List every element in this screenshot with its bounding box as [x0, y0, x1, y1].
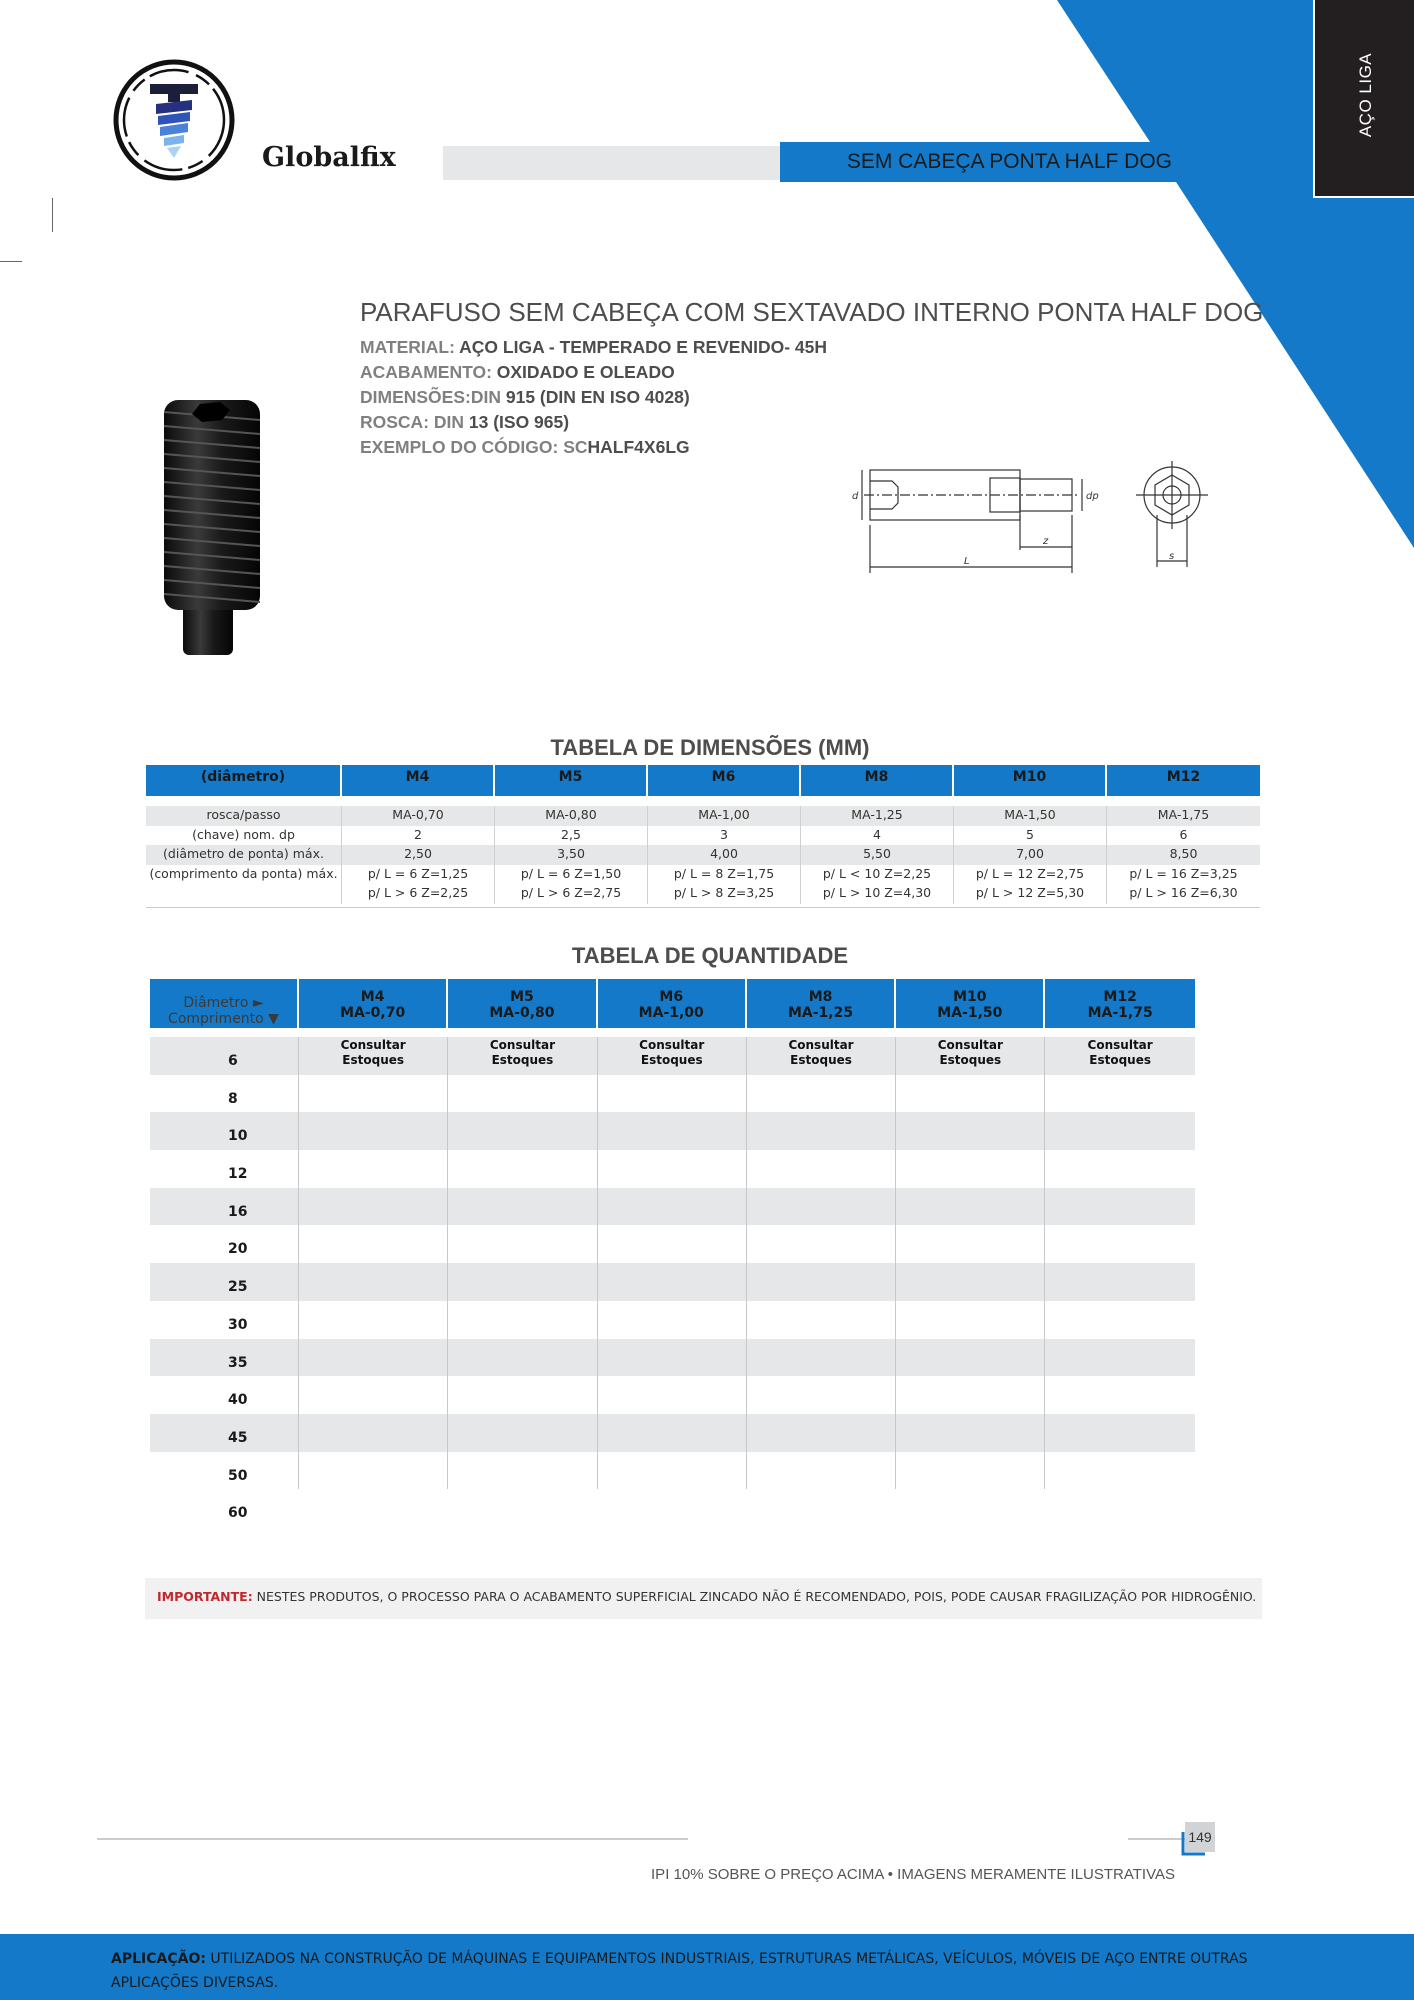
table-cell: p/ L > 6 Z=2,75	[495, 884, 648, 904]
dim-label-d: d	[852, 491, 859, 502]
corner-header: Diâmetro ► Comprimento ▼	[150, 979, 299, 1028]
table-cell: 8,50	[1169, 846, 1198, 861]
header-cell: M5	[495, 765, 648, 796]
dimensions-table-body	[146, 806, 1260, 904]
length-label: 8	[150, 1075, 299, 1113]
table-cell: 5,50	[801, 845, 954, 865]
application-text	[111, 1947, 1311, 1995]
length-label: 50	[150, 1452, 299, 1490]
table-cell: 5	[954, 826, 1107, 846]
table-row	[146, 865, 1260, 885]
table-cell: 2	[342, 826, 495, 846]
table-cell: p/ L > 16 Z=6,30	[1129, 885, 1238, 900]
table-row	[146, 806, 1260, 826]
margin-mark	[52, 198, 53, 232]
price-disclaimer: IPI 10% SOBRE O PREÇO ACIMA • IMAGENS MERAMENTE ILUSTRATIVAS	[651, 1866, 1175, 1883]
table-row	[150, 1339, 1195, 1377]
table-cell: 2,5	[495, 826, 648, 846]
stock-cell: Consultar Estoques	[598, 1037, 747, 1075]
margin-mark	[0, 261, 22, 262]
table-row	[150, 1452, 1195, 1490]
spec-finish: ACABAMENTO: OXIDADO E OLEADO	[360, 362, 675, 382]
dim-label-z: z	[1043, 536, 1049, 547]
header-cell: M6	[648, 765, 801, 796]
table-cell: p/ L > 8 Z=3,25	[648, 884, 801, 904]
row-label: (comprimento da ponta) máx.	[146, 865, 342, 885]
table-cell: p/ L < 10 Z=2,25	[801, 865, 954, 885]
length-label: 30	[150, 1301, 299, 1339]
length-label: 35	[150, 1339, 299, 1377]
header-cell: M12 MA-1,75	[1087, 989, 1153, 1021]
table-cell: MA-0,70	[342, 806, 495, 826]
stock-cell: Consultar Estoques	[448, 1037, 597, 1075]
length-label: 16	[150, 1188, 299, 1226]
stock-cell: Consultar Estoques	[299, 1037, 448, 1075]
spec-thread: ROSCA: DIN 13 (ISO 965)	[360, 412, 570, 432]
header-cell: M8 MA-1,25	[747, 979, 896, 1028]
spec-dimensions: DIMENSÕES:DIN 915 (DIN EN ISO 4028)	[360, 387, 690, 407]
table-row	[150, 1301, 1195, 1339]
length-label: 40	[150, 1376, 299, 1414]
header-cell: M12	[1166, 769, 1201, 785]
table-cell: p/ L > 12 Z=5,30	[954, 884, 1107, 904]
product-title: PARAFUSO SEM CABEÇA COM SEXTAVADO INTERNO PONTA HALF DOG	[360, 297, 1264, 327]
row-label	[146, 884, 342, 904]
header-cell: M8	[801, 765, 954, 796]
table-row	[146, 884, 1260, 904]
table-row	[150, 1075, 1195, 1113]
row-label: rosca/passo	[146, 806, 342, 826]
globalfix-logo	[112, 58, 236, 182]
table-row	[150, 1225, 1195, 1263]
table-cell: 3	[648, 826, 801, 846]
length-label: 25	[150, 1263, 299, 1301]
table-cell: 4,00	[648, 845, 801, 865]
header-cell: M10	[954, 765, 1107, 796]
dim-label-L: L	[964, 556, 970, 567]
application-description: UTILIZADOS NA CONSTRUÇÃO DE MÁQUINAS E EQUIPAMENTOS INDUSTRIAIS, ESTRUTURAS METÁLICAS, VEÍCULOS, MÓVEIS DE AÇO ENTRE OUTRAS APLICAÇÕES DIVERSAS.	[111, 1951, 1248, 1991]
spec-code-example: EXEMPLO DO CÓDIGO: SCHALF4X6LG	[360, 437, 690, 457]
header-cell: M4	[342, 765, 495, 796]
table-cell: p/ L = 12 Z=2,75	[954, 865, 1107, 885]
table-cell: 3,50	[495, 845, 648, 865]
category-tab-label: AÇO LIGA	[1355, 52, 1375, 138]
table-row	[150, 1376, 1195, 1414]
table-cell: MA-1,75	[1157, 807, 1210, 822]
quantity-table-body	[150, 1037, 1195, 1527]
section-banner-label: SEM CABEÇA PONTA HALF DOG	[846, 150, 1172, 173]
footer-rule	[97, 1838, 688, 1840]
section-banner	[780, 142, 1180, 182]
table-row	[150, 1150, 1195, 1188]
table-row	[150, 1263, 1195, 1301]
table-cell: p/ L = 16 Z=3,25	[1129, 865, 1238, 881]
table-cell: p/ L = 8 Z=1,75	[648, 865, 801, 885]
screw-photo	[150, 390, 290, 660]
category-tab	[1313, 0, 1414, 198]
length-label: 60	[228, 1505, 248, 1522]
dim-label-s: s	[1169, 551, 1175, 562]
header-cell: M10 MA-1,50	[896, 979, 1045, 1028]
header-cell: (diâmetro)	[146, 765, 342, 796]
length-label: 6	[150, 1037, 299, 1075]
header-cell: M5 MA-0,80	[448, 979, 597, 1028]
dim-label-dp: dp	[1086, 491, 1099, 502]
table-cell: 4	[801, 826, 954, 846]
row-label: (chave) nom. dp	[146, 826, 342, 846]
technical-drawing	[840, 455, 1220, 580]
table-cell: p/ L = 6 Z=1,25	[342, 865, 495, 885]
table-cell: 7,00	[954, 845, 1107, 865]
row-label: (diâmetro de ponta) máx.	[146, 845, 342, 865]
table-row	[150, 1414, 1195, 1452]
spec-material: MATERIAL: AÇO LIGA - TEMPERADO E REVENIDO- 45H	[360, 337, 828, 357]
table-row	[150, 1112, 1195, 1150]
table-cell: 2,50	[342, 845, 495, 865]
length-label: 45	[150, 1414, 299, 1452]
table-cell: MA-1,00	[648, 806, 801, 826]
length-label: 10	[150, 1112, 299, 1150]
brand-name: Globalfix	[262, 142, 396, 173]
dimensions-table-title: TABELA DE DIMENSÕES (MM)	[550, 735, 870, 760]
important-text: NESTES PRODUTOS, O PROCESSO PARA O ACABAMENTO SUPERFICIAL ZINCADO NÃO É RECOMENDADO, POIS, PODE CAUSAR FRAGILIZAÇÃO POR HIDROGÊNIO.	[252, 1589, 1257, 1604]
table-row	[146, 845, 1260, 865]
quantity-table-header	[150, 979, 1195, 1028]
table-rule	[146, 907, 1260, 908]
application-label: APLICAÇÃO:	[111, 1951, 206, 1967]
page-number: 149	[1185, 1822, 1215, 1852]
important-label: IMPORTANTE:	[157, 1589, 253, 1604]
quantity-table-title: TABELA DE QUANTIDADE	[571, 943, 849, 968]
table-cell: MA-0,80	[495, 806, 648, 826]
table-row	[150, 1188, 1195, 1226]
application-footer	[0, 1934, 1414, 2000]
table-row	[146, 826, 1260, 846]
table-row	[150, 1489, 1195, 1527]
table-cell: p/ L > 10 Z=4,30	[801, 884, 954, 904]
table-row	[150, 1037, 1195, 1075]
header-cell: M4 MA-0,70	[299, 979, 448, 1028]
table-cell: MA-1,25	[801, 806, 954, 826]
table-cell: p/ L = 6 Z=1,50	[495, 865, 648, 885]
dimensions-table-header	[146, 765, 1260, 796]
length-label: 20	[150, 1225, 299, 1263]
length-label: 12	[150, 1150, 299, 1188]
stock-cell: Consultar Estoques	[747, 1037, 896, 1075]
table-cell: MA-1,50	[954, 806, 1107, 826]
header-gray-bar	[443, 146, 780, 180]
table-cell: p/ L > 6 Z=2,25	[342, 884, 495, 904]
stock-cell: Consultar Estoques	[896, 1037, 1045, 1075]
important-notice	[145, 1578, 1262, 1619]
stock-cell: Consultar Estoques	[1087, 1038, 1153, 1067]
header-cell: M6 MA-1,00	[598, 979, 747, 1028]
table-cell: 6	[1179, 826, 1188, 842]
